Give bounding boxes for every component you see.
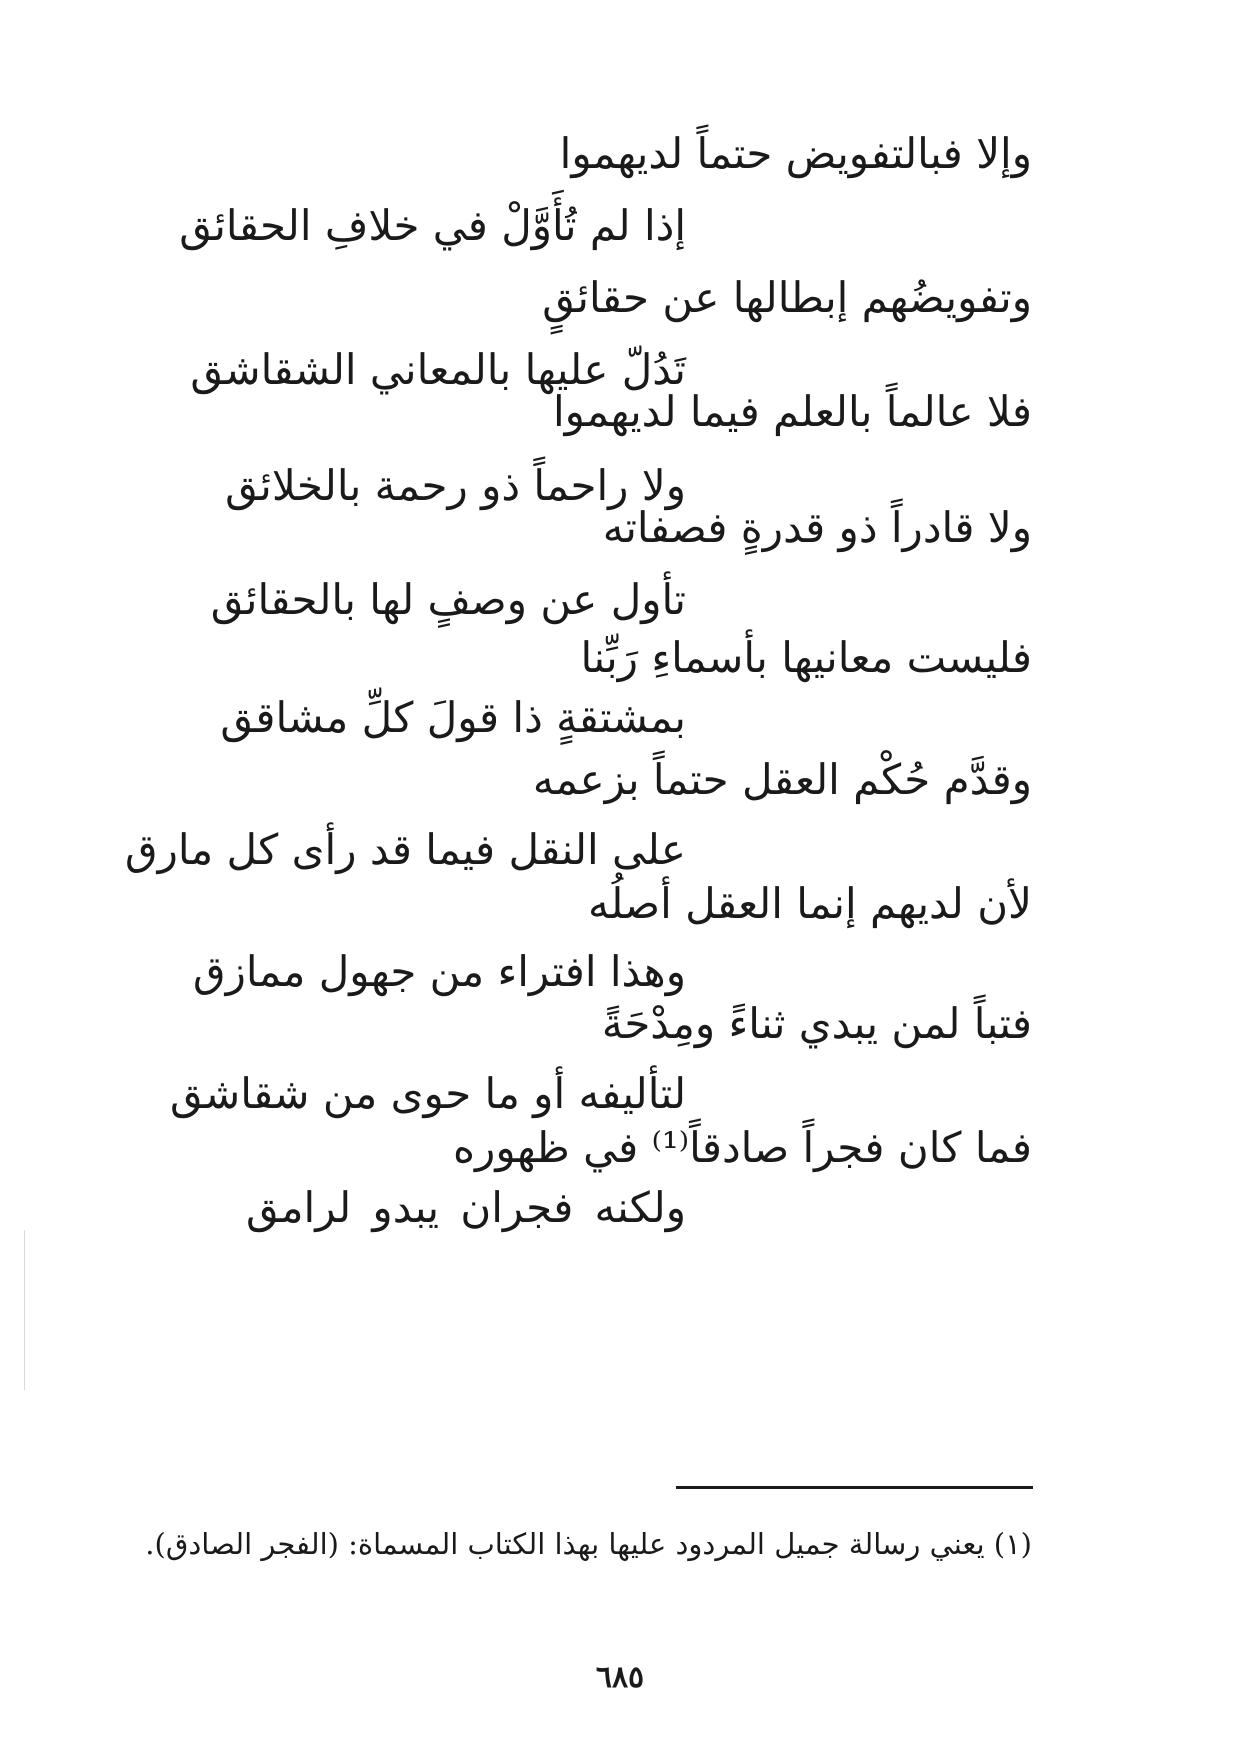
- verse-line-4: تَدُلّ عليها بالمعاني الشقاشق: [190, 345, 686, 394]
- verse-line-10: بمشتقةٍ ذا قولَ كلِّ مشاقق: [220, 693, 686, 742]
- verse-line-8: تأول عن وصفٍ لها بالحقائق: [210, 575, 686, 624]
- verse-line-14: وهذا افتراء من جهول ممازق: [192, 947, 686, 996]
- verse-line-15: فتباً لمن يبدي ثناءً ومِدْحَةً: [601, 999, 1032, 1048]
- footnote-divider: [676, 1486, 1033, 1489]
- verse-line-2: إذا لم تُأَوَّلْ في خلافِ الحقائق: [179, 201, 686, 250]
- verse-line-13: لأن لديهم إنما العقل أصلُه: [587, 879, 1032, 928]
- verse-line-17: فما كان فجراً صادقاً⁽¹⁾ في ظهوره: [453, 1123, 1032, 1172]
- verse-line-5: فلا عالماً بالعلم فيما لديهموا: [552, 387, 1032, 436]
- verse-line-16: لتأليفه أو ما حوى من شقاشق: [170, 1069, 686, 1118]
- verse-line-6: ولا راحماً ذو رحمة بالخلائق: [225, 461, 686, 510]
- verse-line-1: وإلا فبالتفويض حتماً لديهموا: [559, 129, 1032, 178]
- page-number: ٦٨٥: [595, 1660, 645, 1695]
- verse-line-7: ولا قادراً ذو قدرةٍ فصفاته: [602, 503, 1032, 552]
- verse-line-9: فليست معانيها بأسماءِ رَبِّنا: [580, 633, 1032, 682]
- verse-line-11: وقدَّم حُكْم العقل حتماً بزعمه: [532, 755, 1032, 804]
- scan-edge-mark: [24, 1230, 25, 1390]
- verse-line-12: على النقل فيما قد رأى كل مارق: [124, 825, 686, 874]
- verse-line-3: وتفويضُهم إبطالها عن حقائقٍ: [542, 273, 1032, 322]
- footnote-text: (١) يعني رسالة جميل المردود عليها بهذا الكتاب المسماة: (الفجر الصادق).: [145, 1527, 1032, 1561]
- verse-line-18: ولكنه فجران يبدو لرامق: [246, 1183, 686, 1232]
